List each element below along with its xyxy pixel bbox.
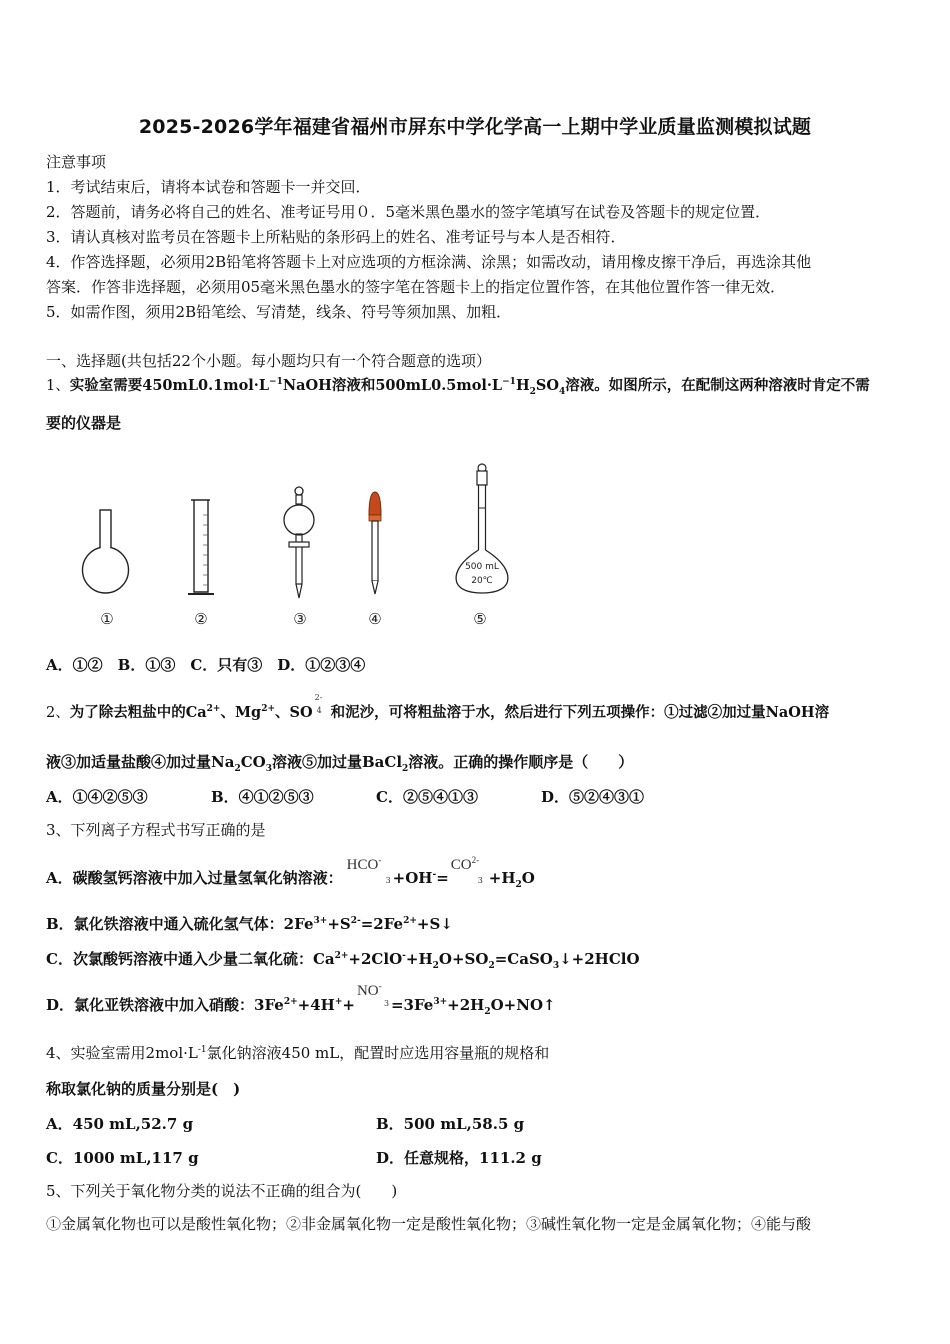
q3-option-d: D．氯化亚铁溶液中加入硝酸：$3Fe^{2+}+4H^++$ NO- 3 $=3Fe^{3+}+2H_2O+NO↑$ [46,981,556,1017]
apparatus-label-1: ① [100,610,114,628]
q1-options: A．①② B．①③ C．只有③ D．①②③④ [46,656,366,674]
q4-option-a: A．450 mL,52.7 g [46,1115,194,1133]
notice-item-3: 3．请认真核对监考员在答题卡上所粘贴的条形码上的姓名、准考证号与本人是否相符． [46,228,626,246]
graduated-cylinder-icon [188,500,214,594]
q4-stem-cont: 称取氯化钠的质量分别是( ) [46,1080,241,1098]
apparatus-label-2: ② [194,610,208,628]
notice-item-1: 1．考试结束后，请将本试卷和答题卡一并交回． [46,178,371,196]
notice-item-5: 5．如需作图，须用2B铅笔绘、写清楚，线条、符号等须加黑、加粗． [46,303,512,321]
q5-stem: 5、下列关于氧化物分类的说法不正确的组合为( ) [46,1182,398,1200]
notice-item-4-cont: 答案．作答非选择题，必须用05毫米黑色墨水的签字笔在答题卡上的指定位置作答，在其他位置作答一律无效． [46,278,786,296]
flask-label-volume: 500 mL [465,562,499,572]
q2-stem-cont: 液③加适量盐酸④加过量$Na_2CO_3$溶液⑤加过量BaCl$_2$溶液。正确的操作顺序是（ ） [46,753,634,774]
q2-option-d: D．⑤②④③① [541,788,645,806]
separatory-funnel-icon [284,487,314,598]
apparatus-label-5: ⑤ [473,610,487,628]
q3-option-c: C．次氯酸钙溶液中通入少量二氧化硫：$Ca^{2+}+2ClO^-+H_2O+SO_2=CaSO_3↓+2HClO$ [46,950,640,971]
notice-item-4: 4．作答选择题，必须用2B铅笔将答题卡上对应选项的方框涂满、涂黑；如需改动，请用橡皮擦干净后，再选涂其他 [46,253,812,271]
round-bottom-flask-icon [83,510,129,593]
notice-item-2: 2．答题前，请务必将自己的姓名、准考证号用０．5毫米黑色墨水的签字笔填写在试卷及答题卡的规定位置． [46,203,771,221]
q3-stem: 3、下列离子方程式书写正确的是 [46,821,266,839]
section-heading: 一、选择题(共包括22个小题。每小题均只有一个符合题意的选项） [46,352,491,370]
q2-option-b: B．④①②⑤③ [211,788,314,806]
q1-stem-cont: 要的仪器是 [46,414,122,432]
q2-option-c: C．②⑤④①③ [376,788,478,806]
q3-option-a: A．碳酸氢钙溶液中加入过量氢氧化钠溶液： HCO- 3 +OH-= $CO^{2-}$ 3 $+H_2O$ [46,855,535,890]
q4-option-b: B．500 mL,58.5 g [376,1115,525,1133]
flask-label-temp: 20℃ [471,576,493,586]
q5-statements: ①金属氧化物也可以是酸性氧化物；②非金属氧化物一定是酸性氧化物；③碱性氧化物一定是金属氧化物；④能与酸 [46,1215,812,1233]
q4-option-d: D．任意规格，111.2 g [376,1149,542,1167]
q1-stem: 1、实验室需要$450mL0.1mol\cdot L^{-1}NaOH$溶液和$500mL0.5mol\cdot L^{-1}H_2SO_4$溶液。如图所示，在配制这两种溶液时肯定不需 [46,377,870,397]
q3-option-b: B．氯化铁溶液中通入硫化氢气体：$2Fe^{3+}+S^{2-}=2Fe^{2+}+S↓$ [46,915,453,933]
q2-option-a: A．①④②⑤③ [46,788,148,806]
page-title: 2025-2026学年福建省福州市屏东中学化学高一上期中学业质量监测模拟试题 [138,116,812,138]
q4-option-c: C．1000 mL,117 g [46,1149,199,1167]
q2-stem: 2、为了除去粗盐中的$Ca^{2+}$、$Mg^{2+}$、SO 2- 4 和泥沙，可将粗盐溶于水，然后进行下列五项操作：①过滤②加过量NaOH溶 [46,693,830,721]
apparatus-label-4: ④ [368,610,382,628]
dropper-icon [369,492,381,594]
notice-heading: 注意事项 [46,153,107,171]
q4-stem: 4、实验室需用$2mol\cdot L^{-1}$氯化钠溶液450 mL，配置时应选用容量瓶的规格和 [46,1044,550,1062]
apparatus-label-3: ③ [293,610,307,628]
volumetric-flask-icon [456,464,508,593]
lab-apparatus-figure [60,460,540,635]
